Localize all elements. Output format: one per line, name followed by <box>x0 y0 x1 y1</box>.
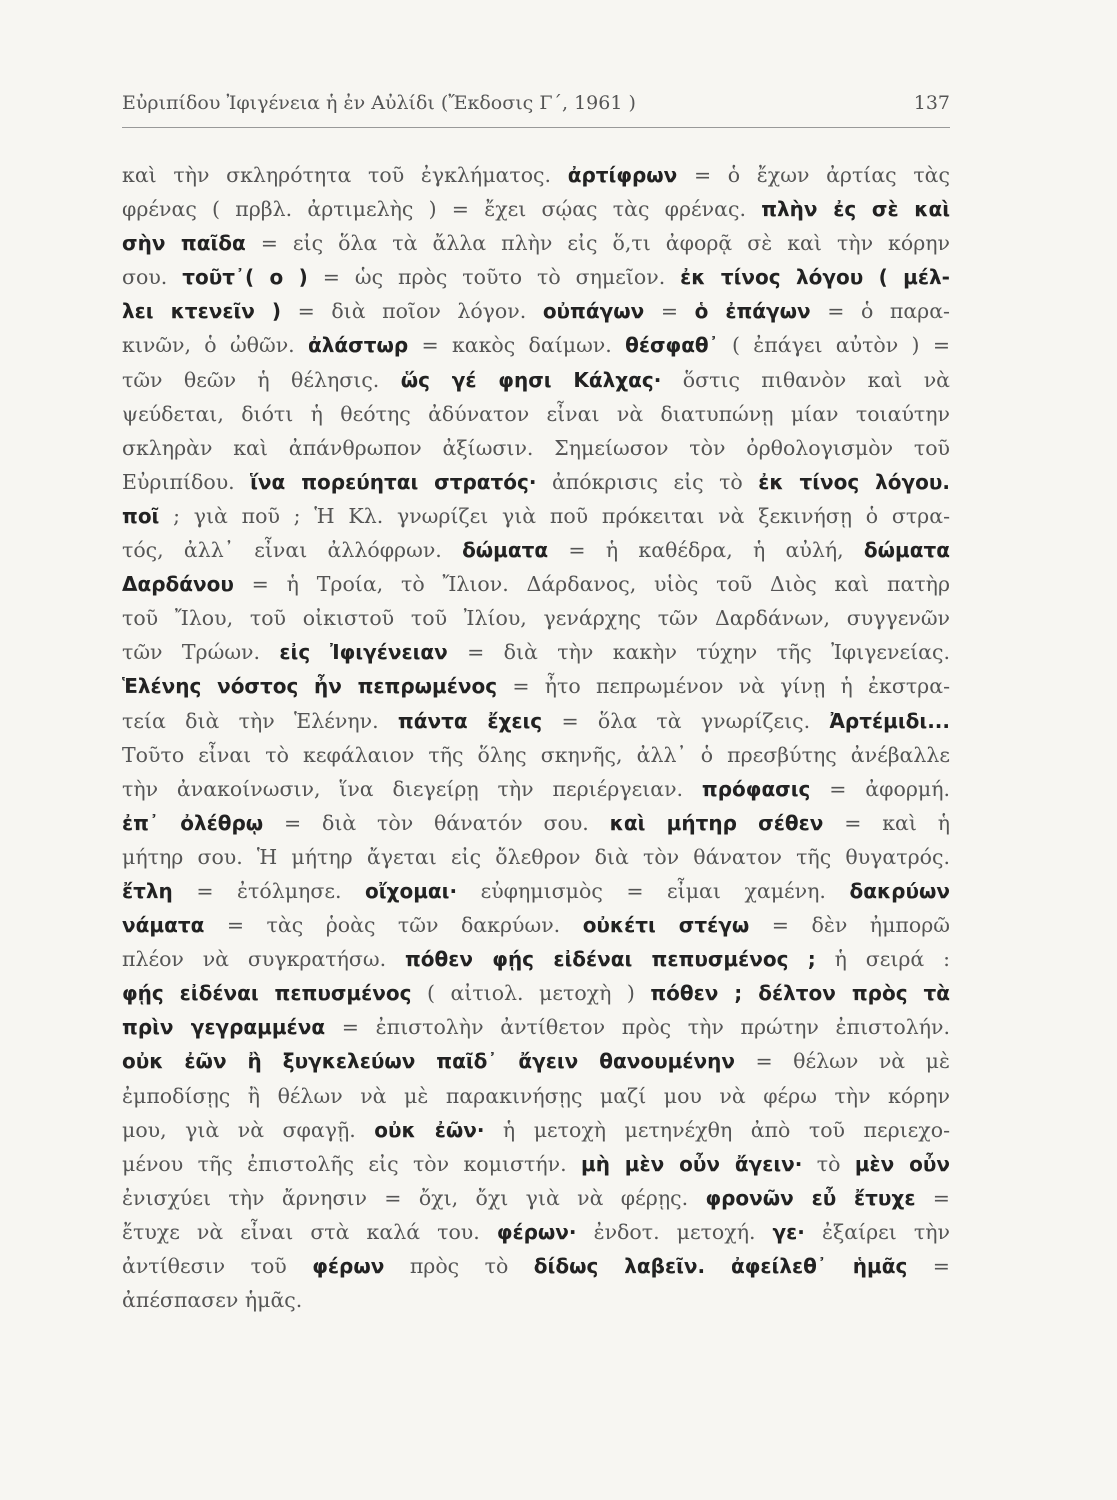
gloss-text: σου. <box>122 265 183 290</box>
lemma-bold: ἐκ τίνος λόγου ( μέλ- <box>680 265 950 290</box>
lemma-bold: δακρύων <box>849 878 950 903</box>
gloss-text: ἀπέσπασεν ἡμᾶς. <box>122 1288 303 1313</box>
text-line <box>122 431 950 465</box>
lemma-bold: πλὴν ἐς σὲ καὶ <box>761 197 950 222</box>
gloss-text: τοῦ Ἴλου, τοῦ οἰκιστοῦ τοῦ Ἰλίου, γενάρχης τῶν Δαρδάνων, συγγενῶν <box>122 606 950 631</box>
lemma-bold: οὐκ ἐῶν ἢ ξυγκελεύων παῖδ᾽ ἄγειν θανουμένην <box>122 1049 735 1074</box>
page-number: 137 <box>913 92 950 114</box>
gloss-text: Εὐριπίδου. <box>122 469 251 494</box>
gloss-text: πρὸς τὸ <box>384 1254 534 1278</box>
lemma-bold: μὴ μὲν οὖν ἄγειν· <box>581 1151 803 1176</box>
gloss-text: = τὰς ῥοὰς τῶν δακρύων. <box>204 913 583 938</box>
lemma-bold: μὲν οὖν <box>854 1151 950 1176</box>
gloss-text: τῶν θεῶν ἡ θέλησις. <box>122 367 401 392</box>
gloss-text: ἐξαίρει τὴν <box>804 1219 950 1244</box>
text-line <box>122 533 950 567</box>
text-line <box>122 772 950 806</box>
gloss-text: ; γιὰ ποῦ ; Ἡ Κλ. γνωρίζει γιὰ ποῦ πρόκειται νὰ ξεκινήσῃ ὁ στρα- <box>159 503 950 528</box>
gloss-text: τεία διὰ τὴν Ἑλένην. <box>122 708 398 733</box>
gloss-text: τός, ἀλλ᾽ εἶναι ἀλλόφρων. <box>122 538 463 563</box>
lemma-bold: πρόφασις <box>701 776 811 801</box>
lemma-bold: ἔτλη <box>122 878 173 903</box>
lemma-bold: Ἀρτέμιδι... <box>829 708 950 733</box>
text-line <box>122 397 950 431</box>
gloss-text: σκληρὰν καὶ ἀπάνθρωπον ἀξίωσιν. Σημείωσον τὸν ὀρθολογισμὸν τοῦ <box>122 435 950 460</box>
gloss-text: ὅστις πιθανὸν καὶ νὰ <box>661 367 950 392</box>
gloss-text: ἔτυχε νὰ εἶναι στὰ καλά του. <box>122 1219 497 1244</box>
text-line <box>122 874 950 908</box>
text-line <box>122 294 950 328</box>
lemma-bold: λει κτενεῖν ) <box>122 299 282 324</box>
gloss-text: = ἡ καθέδρα, ἡ αὐλή, <box>548 538 864 563</box>
text-line <box>122 226 950 260</box>
lemma-bold: πόθεν φῄς εἰδέναι πεπυσμένος ; <box>404 947 816 972</box>
gloss-text: τὸ <box>802 1151 855 1176</box>
gloss-text: ἀντίθεσιν τοῦ <box>122 1254 313 1278</box>
text-line <box>122 704 950 738</box>
text-line <box>122 465 950 499</box>
gloss-text: τῶν Τρώων. <box>122 640 280 665</box>
gloss-text: Τοῦτο εἶναι τὸ κεφάλαιον τῆς ὅλης σκηνῆς, ἀλλ᾽ ὁ πρεσβύτης ἀνέβαλλε <box>122 742 950 767</box>
lemma-bold: φέρων <box>312 1254 385 1278</box>
text-line <box>122 1249 950 1283</box>
gloss-text: = <box>915 1185 950 1210</box>
gloss-text: = ἀφορμή. <box>810 776 950 801</box>
lemma-bold: σὴν παῖδα <box>122 231 246 256</box>
text-line <box>122 1079 950 1113</box>
gloss-text: = διὰ τὴν κακὴν τύχην τῆς Ἰφιγενείας. <box>447 640 950 665</box>
lemma-bold: φρονῶν εὖ ἔτυχε <box>705 1185 916 1210</box>
lemma-bold: δώματα <box>462 538 549 563</box>
gloss-text: = δὲν ἠμπορῶ <box>749 913 950 938</box>
gloss-text: = <box>644 299 695 324</box>
lemma-bold: Ἑλένης νόστος ἦν πεπρωμένος <box>122 674 498 699</box>
header-title: Εὐριπίδου Ἰφιγένεια ἡ ἐν Αὐλίδι (Ἔκδοσις Γ΄, 1961 ) <box>122 92 636 114</box>
gloss-text: ἐμποδίσῃς ἢ θέλων νὰ μὲ παρακινήσῃς μαζί μου νὰ φέρω τὴν κόρην <box>122 1083 950 1108</box>
gloss-text: εὐφημισμὸς = εἶμαι χαμένη. <box>457 878 850 903</box>
gloss-text: = ἡ Τροία, τὸ Ἴλιον. Δάρδανος, υἱὸς τοῦ Διὸς καὶ πατὴρ <box>233 572 950 597</box>
gloss-text: κινῶν, ὁ ὠθῶν. <box>122 333 308 358</box>
lemma-bold: οὐπάγων <box>542 299 645 324</box>
text-line <box>122 908 950 942</box>
gloss-text: = διὰ τὸν θάνατόν σου. <box>263 810 610 835</box>
lemma-bold: φῄς εἰδέναι πεπυσμένος <box>122 981 412 1006</box>
lemma-bold: ποῖ <box>122 503 160 528</box>
text-line <box>122 1113 950 1147</box>
gloss-text: τὴν ἀνακοίνωσιν, ἵνα διεγείρῃ τὴν περιέργειαν. <box>122 776 702 801</box>
gloss-text: = ὁ ἔχων ἀρτίας τὰς <box>677 163 950 187</box>
gloss-text: ( ἐπάγει αὐτὸν ) = <box>718 333 950 358</box>
gloss-text: = εἰς ὅλα τὰ ἄλλα πλὴν εἰς ὅ,τι ἀφορᾷ σὲ καὶ τὴν κόρην <box>245 231 950 256</box>
gloss-text: φρένας ( πρβλ. ἀρτιμελὴς ) = ἔχει σῴας τὰς φρένας. <box>122 197 762 222</box>
lemma-bold: τοῦτ᾽( ο ) <box>182 265 308 290</box>
text-line <box>122 1215 950 1249</box>
lemma-bold: ἀρτίφρων <box>567 163 678 187</box>
text-line <box>122 363 950 397</box>
gloss-text: = ἦτο πεπρωμένον νὰ γίνῃ ἡ ἐκστρα- <box>497 674 950 699</box>
text-line <box>122 942 950 976</box>
gloss-text: μου, γιὰ νὰ σφαγῇ. <box>122 1117 375 1142</box>
lemma-bold: φέρων· <box>496 1219 577 1244</box>
gloss-text: = κακὸς δαίμων. <box>408 333 626 358</box>
lemma-bold: γε· <box>772 1219 805 1244</box>
gloss-text: ἐνδοτ. μετοχή. <box>576 1219 773 1244</box>
text-line <box>122 840 950 874</box>
gloss-text: ( αἰτιολ. μετοχὴ ) <box>411 981 651 1006</box>
commentary-body <box>122 158 950 1317</box>
text-line <box>122 1044 950 1078</box>
text-line <box>122 976 950 1010</box>
gloss-text: μένου τῆς ἐπιστολῆς εἰς τὸν κομιστήν. <box>122 1151 582 1176</box>
gloss-text: = θέλων νὰ μὲ <box>734 1049 950 1074</box>
gloss-text: = ὅλα τὰ γνωρίζεις. <box>542 708 830 733</box>
lemma-bold: νάματα <box>122 913 205 938</box>
text-line <box>122 806 950 840</box>
lemma-bold: ἐκ τίνος λόγου. <box>758 469 950 494</box>
gloss-text: = καὶ ἡ <box>823 810 950 835</box>
gloss-text: ἡ σειρά : <box>815 947 950 972</box>
text-line <box>122 158 950 192</box>
lemma-bold: δώματα <box>863 538 950 563</box>
gloss-text: πλέον νὰ συγκρατήσω. <box>122 947 405 972</box>
gloss-text: = διὰ ποῖον λόγον. <box>281 299 543 324</box>
gloss-text: καὶ τὴν σκληρότητα τοῦ ἐγκλήματος. <box>122 163 568 187</box>
lemma-bold: καὶ μήτηρ σέθεν <box>609 810 824 835</box>
lemma-bold: οὐκ ἐῶν· <box>374 1117 485 1142</box>
gloss-text: = ὁ παρα- <box>810 299 950 324</box>
text-line <box>122 1147 950 1181</box>
lemma-bold: ὁ ἐπάγων <box>694 299 811 324</box>
text-line <box>122 738 950 772</box>
text-line <box>122 328 950 362</box>
lemma-bold: θέσφαθ᾽ <box>625 333 719 358</box>
text-line <box>122 192 950 226</box>
gloss-text: ἀπόκρισις εἰς τὸ <box>536 469 759 494</box>
lemma-bold: ἵνα πορεύηται στρατός· <box>250 469 537 494</box>
gloss-text: = ἐτόλμησε. <box>172 878 366 903</box>
gloss-text: = ὡς πρὸς τοῦτο τὸ σημεῖον. <box>307 265 681 290</box>
text-line <box>122 567 950 601</box>
lemma-bold: Δαρδάνου <box>122 572 234 597</box>
gloss-text: = ἐπιστολὴν ἀντίθετον πρὸς τὴν πρώτην ἐπιστολήν. <box>325 1015 950 1040</box>
lemma-bold: εἰς Ἰφιγένειαν <box>279 640 448 665</box>
lemma-bold: ἐπ᾽ ὀλέθρῳ <box>122 810 264 835</box>
gloss-text: ἡ μετοχὴ μετηνέχθη ἀπὸ τοῦ περιεχο- <box>484 1117 950 1142</box>
lemma-bold: πρὶν γεγραμμένα <box>122 1015 326 1040</box>
text-line <box>122 635 950 669</box>
text-line <box>122 499 950 533</box>
lemma-bold: πόθεν ; δέλτον πρὸς τὰ <box>650 981 950 1006</box>
gloss-text: ψεύδεται, διότι ἡ θεότης ἀδύνατον εἶναι νὰ διατυπώνῃ μίαν τοιαύτην <box>122 401 950 426</box>
gloss-text: = <box>907 1254 950 1278</box>
lemma-bold: πάντα ἔχεις <box>397 708 543 733</box>
gloss-text: μήτηρ σου. Ἡ μήτηρ ἄγεται εἰς ὄλεθρον διὰ τὸν θάνατον τῆς θυγατρός. <box>122 844 950 869</box>
lemma-bold: δίδως λαβεῖν. ἀφείλεθ᾽ ἡμᾶς <box>533 1254 908 1278</box>
text-line <box>122 1181 950 1215</box>
header-rule <box>122 127 950 128</box>
lemma-bold: ἀλάστωρ <box>308 333 409 358</box>
text-line <box>122 1283 950 1317</box>
text-line <box>122 669 950 703</box>
gloss-text: ἐνισχύει τὴν ἄρνησιν = ὄχι, ὄχι γιὰ νὰ φέρῃς. <box>122 1185 706 1210</box>
text-line <box>122 260 950 294</box>
lemma-bold: οἴχομαι· <box>365 878 458 903</box>
running-header <box>122 92 950 124</box>
text-line <box>122 1010 950 1044</box>
lemma-bold: οὐκέτι στέγω <box>582 913 750 938</box>
lemma-bold: ὥς γέ φησι Κάλχας· <box>400 367 662 392</box>
text-line <box>122 601 950 635</box>
